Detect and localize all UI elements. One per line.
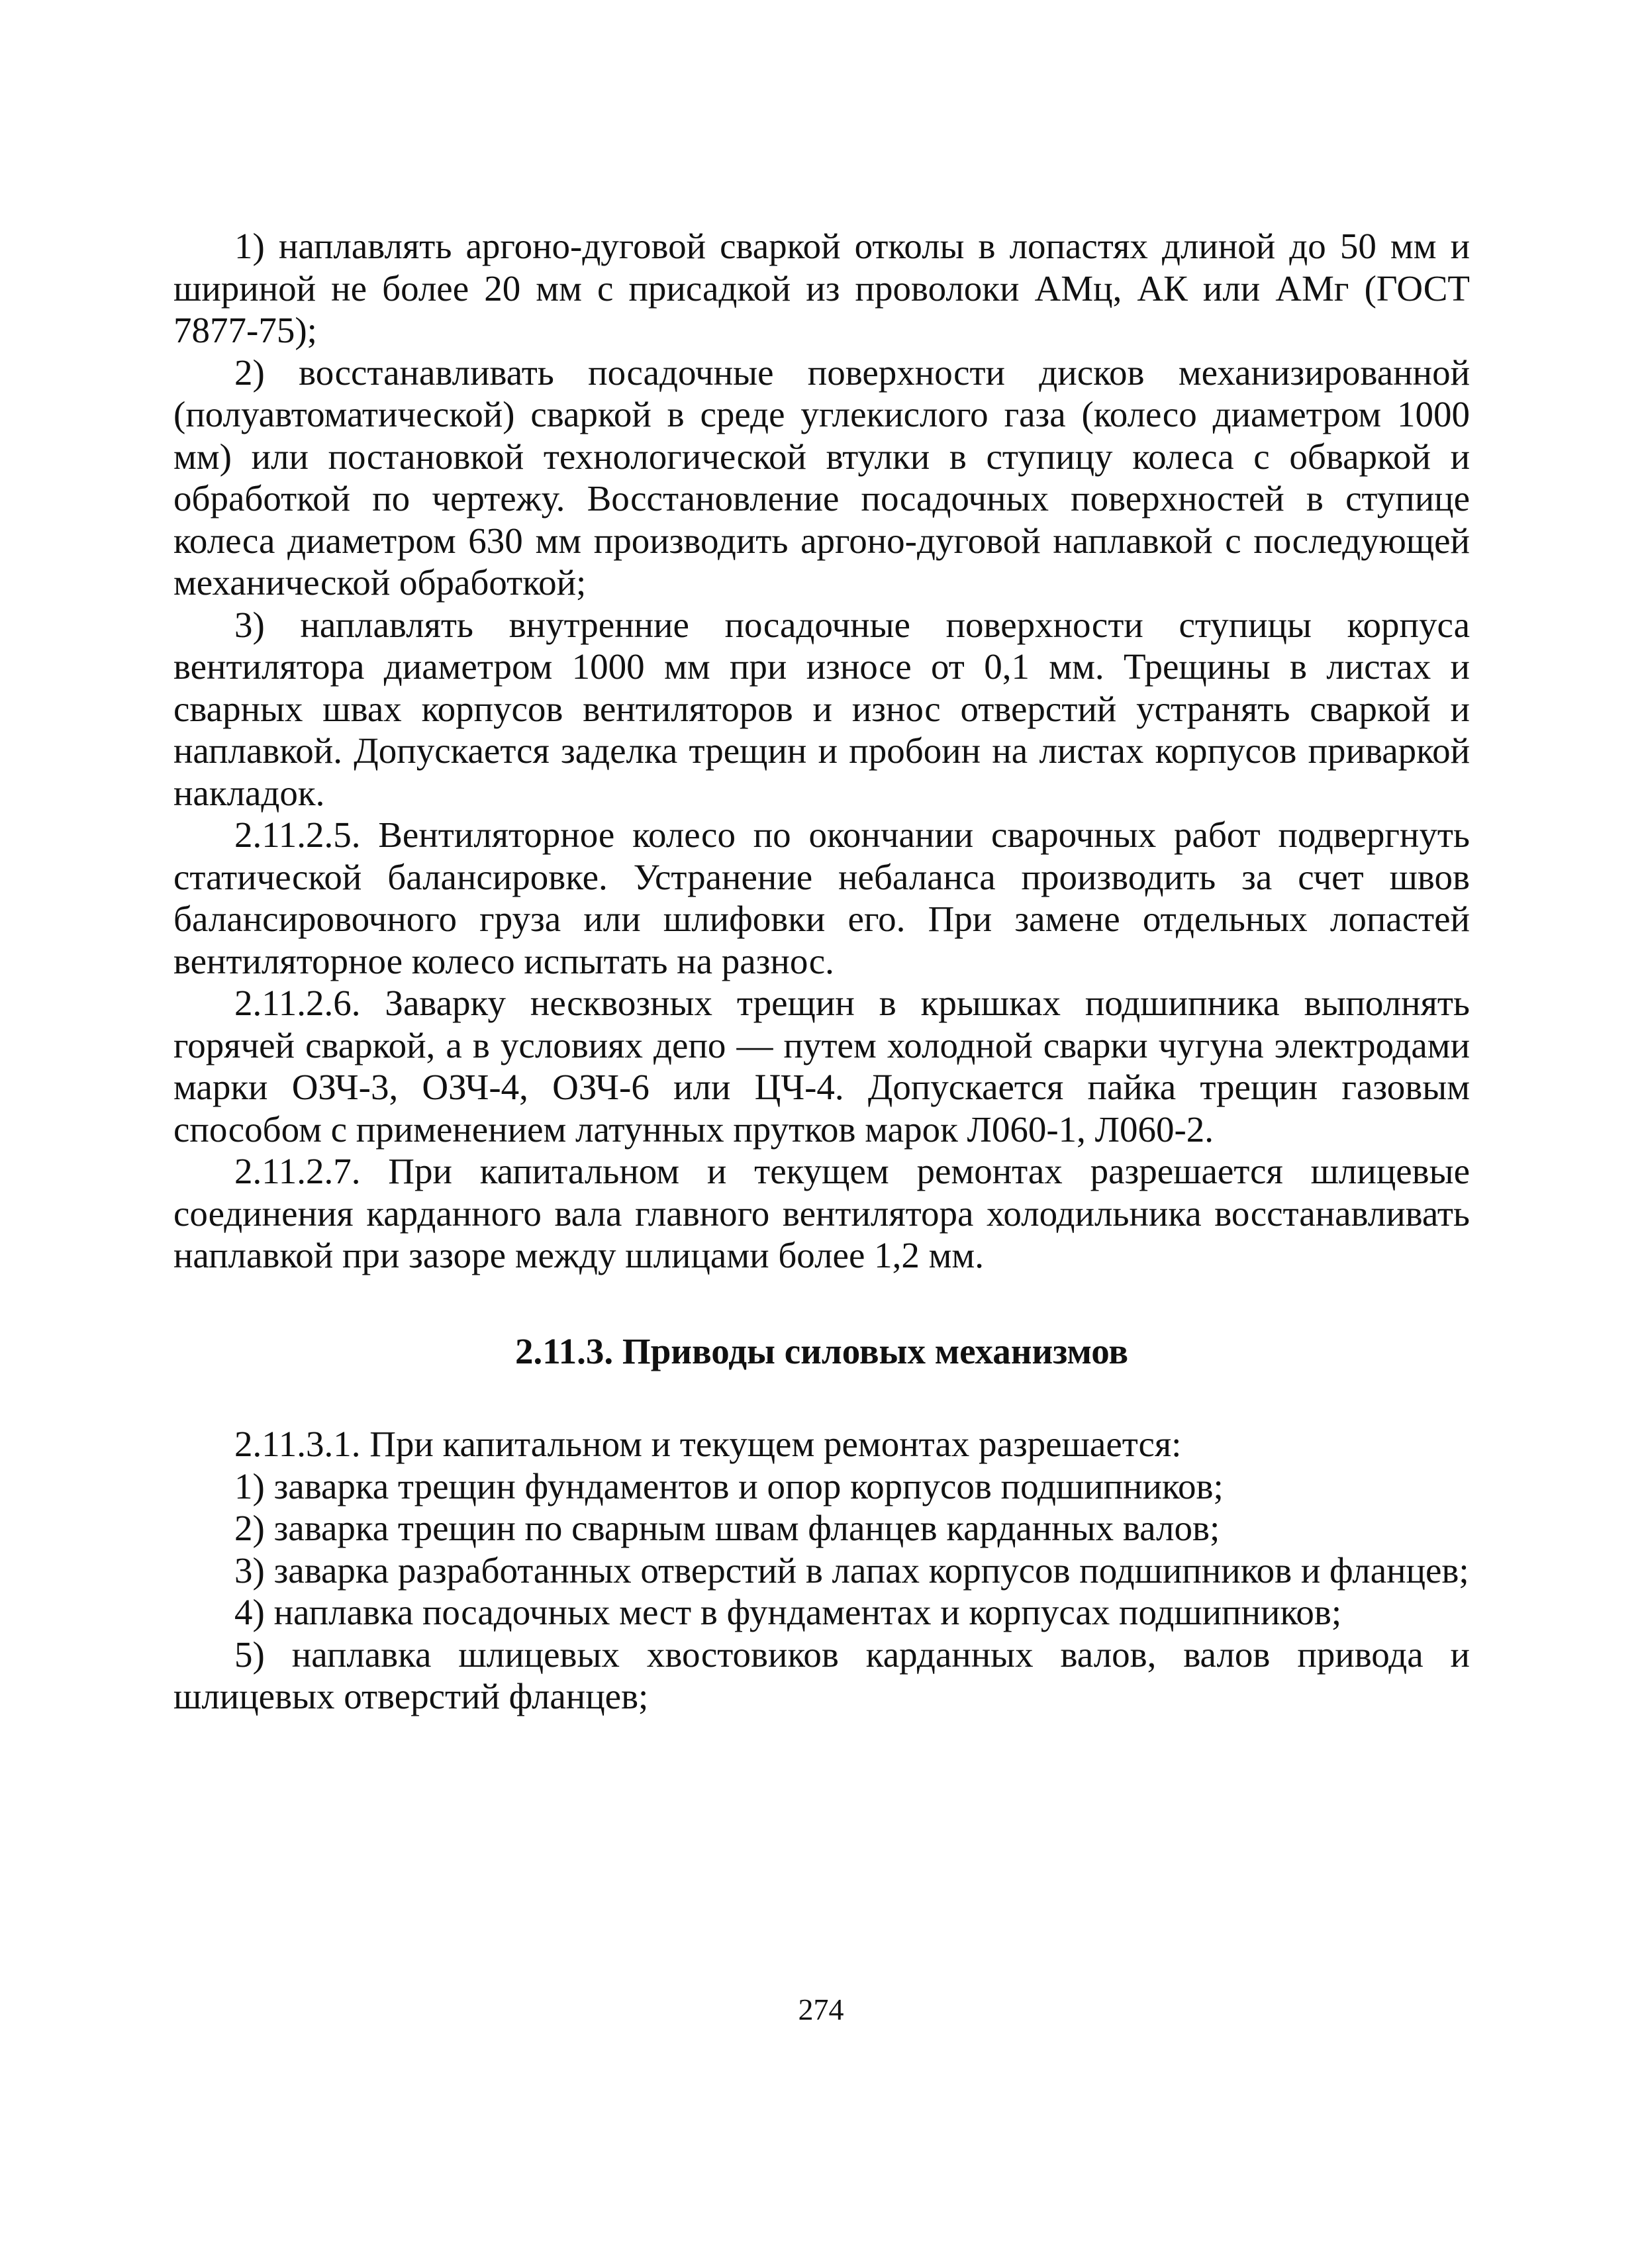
- list-item: 4) наплавка посадочных мест в фундаментах и корпусах подшипников;: [234, 1592, 1342, 1632]
- list-item: 2) заварка трещин по сварным швам фланцев карданных валов;: [234, 1508, 1220, 1548]
- paragraph: 2.11.2.6. Заварку несквозных трещин в крышках подшипника выполнять горячей сваркой, а в условиях депо — путем холодной сварки чугуна электродами марки ОЗЧ-3, ОЗЧ-4, ОЗЧ-6 или ЦЧ-4. Допускается пайка трещин газовым способом с применением латунных прутков марок Л060-1, Л060-2.: [173, 983, 1470, 1150]
- paragraph: 2) восстанавливать посадочные поверхности дисков механизированной (полуавтоматической) сваркой в среде углекислого газа (колесо диаметром 1000 мм) или постановкой технологической втулки в ступицу колеса с обваркой и обработкой по чертежу. Восстановление посадочных поверхностей в ступице колеса диаметром 630 мм производить аргоно-дуговой наплавкой с последующей механической обработкой;: [173, 352, 1470, 603]
- paragraph: 2.11.2.5. Вентиляторное колесо по окончании сварочных работ подвергнуть статической балансировке. Устранение небаланса производить за счет швов балансировочного груза или шлифовки его. При замене отдельных лопастей вентиляторное колесо испытать на разнос.: [173, 814, 1470, 981]
- list-item: 3) заварка разработанных отверстий в лапах корпусов подшипников и фланцев;: [234, 1550, 1469, 1591]
- document-page: [173, 225, 1470, 1718]
- paragraph: 1) наплавлять аргоно-дуговой сваркой отколы в лопастях длиной до 50 мм и шириной не более 20 мм с присадкой из проволоки АМц, АК или АМг (ГОСТ 7877-75);: [173, 226, 1470, 350]
- paragraph: 2.11.2.7. При капитальном и текущем ремонтах разрешается шлицевые соединения карданного вала главного вентилятора холодильника восстанавливать наплавкой при зазоре между шлицами более 1,2 мм.: [173, 1151, 1470, 1275]
- paragraph: 2.11.3.1. При капитальном и текущем ремонтах разрешается:: [234, 1424, 1182, 1464]
- page-number: 274: [798, 1993, 844, 2026]
- list-item: 1) заварка трещин фундаментов и опор корпусов подшипников;: [234, 1465, 1224, 1506]
- paragraph: 3) наплавлять внутренние посадочные поверхности ступицы корпуса вентилятора диаметром 1000 мм при износе от 0,1 мм. Трещины в листах и сварных швах корпусов вентиляторов и износ отверстий устранять сваркой и наплавкой. Допускается заделка трещин и пробоин на листах корпусов приваркой накладок.: [173, 604, 1470, 813]
- list-item: 5) наплавка шлицевых хвостовиков карданных валов, валов привода и шлицевых отверстий фланцев;: [173, 1634, 1470, 1716]
- section-heading: 2.11.3. Приводы силовых механизмов: [514, 1330, 1129, 1371]
